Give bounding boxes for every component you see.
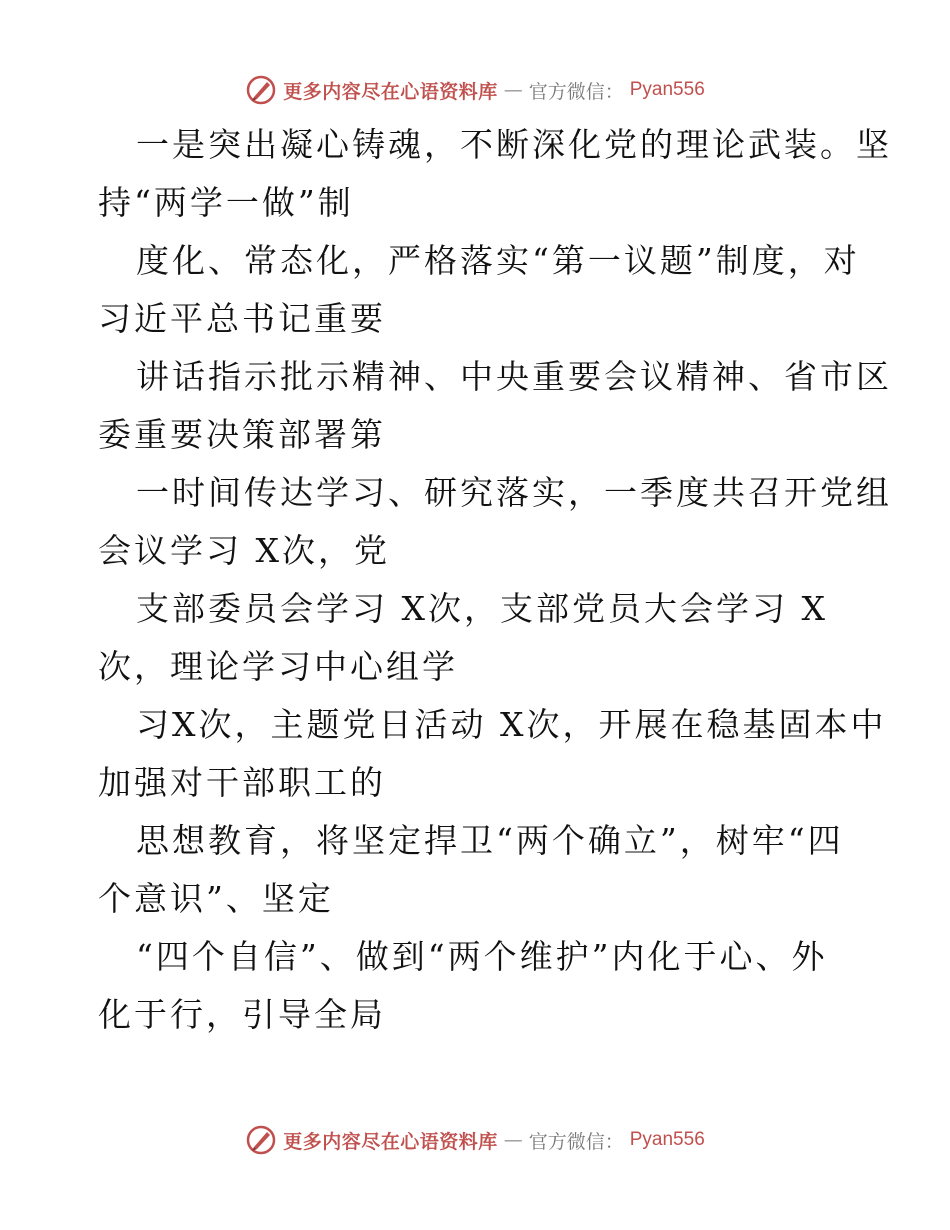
- body-line: 持“两学一做”制: [98, 183, 354, 222]
- body-line: 一是突出凝心铸魂，不断深化党的理论武装。坚: [136, 125, 892, 164]
- body-line: 加强对干部职工的: [98, 763, 386, 802]
- header-wechat-label: 官方微信：: [528, 80, 624, 103]
- footer-wechat-id: Pyan556: [629, 1129, 705, 1150]
- body-line: 一时间传达学习、研究落实，一季度共召开党组: [136, 473, 892, 512]
- body-line: 思想教育，将坚定捍卫“两个确立”，树牢“四: [136, 821, 844, 860]
- body-line: “四个自信”、做到“两个维护”内化于心、外: [136, 937, 828, 976]
- body-line: 习近平总书记重要: [98, 299, 386, 338]
- quill-logo-icon: [245, 1124, 277, 1156]
- page-footer-banner: [0, 1120, 950, 1160]
- footer-separator: —: [503, 1129, 523, 1151]
- body-line: 次，理论学习中心组学: [98, 647, 458, 686]
- header-brand-text: 更多内容尽在心语资料库: [283, 80, 498, 103]
- header-wechat-id: Pyan556: [629, 79, 705, 100]
- quill-logo-icon: [245, 74, 277, 106]
- footer-wechat-label: 官方微信：: [528, 1130, 624, 1153]
- body-line: 习X次，主题党日活动 X次，开展在稳基固本中: [136, 705, 887, 744]
- footer-brand-text: 更多内容尽在心语资料库: [283, 1130, 498, 1153]
- body-line: 支部委员会学习 X次，支部党员大会学习 X: [136, 589, 828, 628]
- header-separator: —: [503, 79, 523, 101]
- body-line: 委重要决策部署第: [98, 415, 386, 454]
- body-line: 讲话指示批示精神、中央重要会议精神、省市区: [136, 357, 892, 396]
- document-body: [98, 116, 892, 1044]
- body-line: 化于行，引导全局: [98, 995, 386, 1034]
- body-line: 度化、常态化，严格落实“第一议题”制度，对: [136, 241, 860, 280]
- body-line: 会议学习 X次，党: [98, 531, 390, 570]
- body-line: 个意识”、坚定: [98, 879, 334, 918]
- page-header-banner: [0, 70, 950, 110]
